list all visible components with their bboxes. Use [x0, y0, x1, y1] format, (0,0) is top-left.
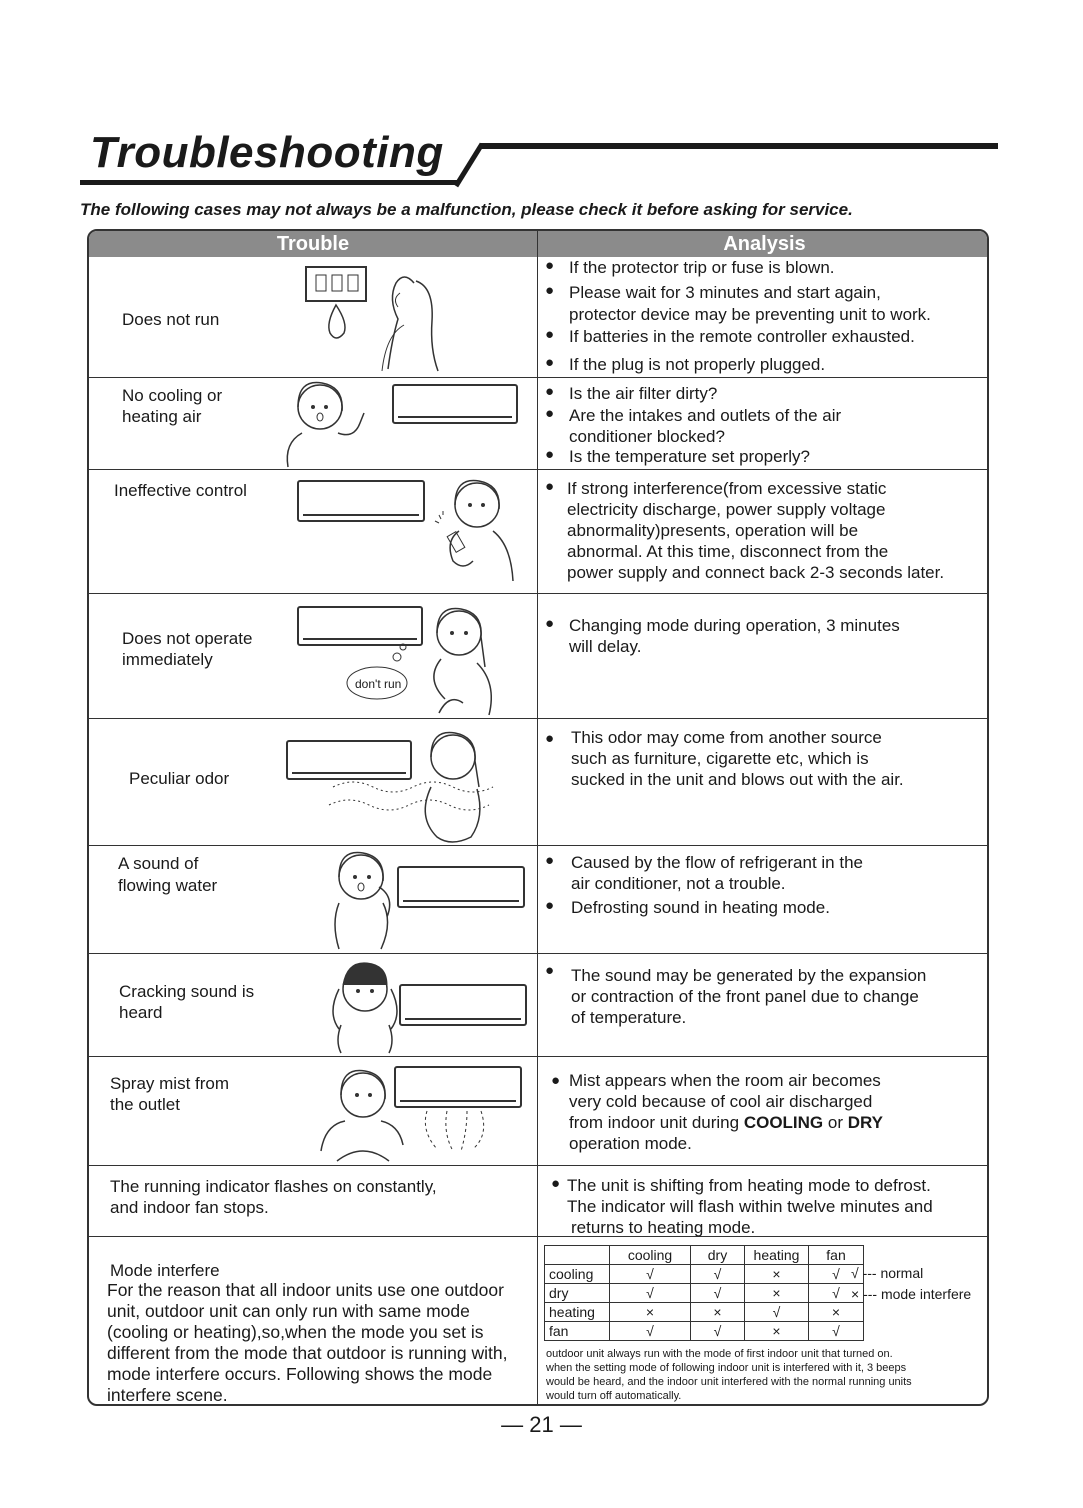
- table-cell: [545, 1246, 610, 1265]
- troubleshooting-table: [87, 229, 989, 1406]
- table-cell: √: [745, 1303, 809, 1322]
- table-cell: dry: [691, 1246, 745, 1265]
- trouble-label: No cooling or: [122, 386, 223, 405]
- table-cell: √: [809, 1265, 864, 1284]
- air-conditioner-icon: [394, 1066, 522, 1108]
- bullet-icon: ●: [545, 962, 555, 979]
- trouble-label: Spray mist from: [110, 1074, 230, 1093]
- table-row: [545, 1303, 864, 1322]
- person-with-remote-illustration: [429, 475, 519, 585]
- table-cell: ×: [745, 1284, 809, 1303]
- table-cell: heating: [745, 1246, 809, 1265]
- analysis-line: abnormal. At this time, disconnect from the: [567, 542, 889, 561]
- legend-normal: √ --- normal: [851, 1265, 924, 1281]
- analysis-line: operation mode.: [569, 1134, 692, 1153]
- trouble-label: the outlet: [110, 1095, 180, 1114]
- air-conditioner-icon: [297, 606, 423, 646]
- analysis-line: such as furniture, cigarette etc, which is: [571, 749, 869, 768]
- table-cell: √: [809, 1322, 864, 1341]
- table-cell: heating: [545, 1303, 610, 1322]
- trouble-label: and indoor fan stops.: [110, 1198, 269, 1217]
- bullet-icon: ●: [545, 282, 555, 299]
- bullet-icon: ●: [545, 446, 555, 463]
- analysis-line: protector device may be preventing unit to work.: [569, 305, 931, 324]
- table-cell: cooling: [610, 1246, 691, 1265]
- trouble-label: immediately: [122, 650, 213, 669]
- person-listening-illustration: [329, 847, 399, 951]
- column-divider: [537, 231, 538, 1404]
- analysis-line: abnormality)presents, operation will be: [567, 521, 859, 540]
- bullet-icon: ●: [545, 257, 555, 274]
- air-conditioner-icon: [297, 480, 425, 522]
- analysis-line: sucked in the unit and blows out with the air.: [571, 770, 904, 789]
- row-divider: [89, 1165, 987, 1166]
- bullet-icon: ●: [545, 354, 555, 371]
- air-conditioner-icon: [399, 984, 527, 1026]
- trouble-label: Does not operate: [122, 629, 253, 648]
- bullet-icon: ●: [545, 326, 555, 343]
- row-divider: [89, 469, 987, 470]
- analysis-line: The indicator will flash within twelve minutes and: [567, 1197, 933, 1216]
- analysis-line: Please wait for 3 minutes and start again,: [569, 283, 881, 302]
- analysis-line: Are the intakes and outlets of the air: [569, 406, 842, 425]
- analysis-line: air conditioner, not a trouble.: [571, 874, 786, 893]
- air-conditioner-icon: [392, 384, 518, 424]
- analysis-line: will delay.: [569, 637, 642, 656]
- analysis-line: conditioner blocked?: [569, 427, 725, 446]
- table-cell: ×: [610, 1303, 691, 1322]
- analysis-line: Is the air filter dirty?: [569, 384, 718, 403]
- thought-bubble-icon: [345, 641, 415, 701]
- trouble-label: mode interfere occurs. Following shows the mode: [107, 1364, 493, 1384]
- analysis-line: electricity discharge, power supply voltage: [567, 500, 886, 519]
- header-analysis: Analysis: [538, 231, 989, 257]
- table-cell: √: [809, 1284, 864, 1303]
- breaker-person-illustration: [304, 263, 444, 375]
- mode-note-line: would be heard, and the indoor unit interfered with the normal running units: [546, 1376, 912, 1388]
- table-cell: ×: [691, 1303, 745, 1322]
- title-rule: [480, 143, 998, 149]
- person-illustration: [282, 377, 372, 469]
- table-cell: dry: [545, 1284, 610, 1303]
- bullet-icon: ●: [545, 615, 555, 632]
- analysis-line: Mist appears when the room air becomes: [569, 1071, 881, 1090]
- table-cell: fan: [809, 1246, 864, 1265]
- analysis-line: Changing mode during operation, 3 minutes: [569, 616, 900, 635]
- bullet-icon: ●: [545, 405, 555, 422]
- table-cell: √: [691, 1322, 745, 1341]
- analysis-line: This odor may come from another source: [571, 728, 882, 747]
- table-row: [545, 1322, 864, 1341]
- table-cell: √: [691, 1284, 745, 1303]
- thought-bubble-text: don't run: [355, 677, 402, 691]
- analysis-line: or contraction of the front panel due to change: [571, 987, 919, 1006]
- row-divider: [89, 718, 987, 719]
- table-cell: √: [610, 1322, 691, 1341]
- row-divider: [89, 845, 987, 846]
- bullet-icon: ●: [545, 478, 555, 495]
- analysis-line: If batteries in the remote controller exhausted.: [569, 327, 915, 346]
- analysis-line: The unit is shifting from heating mode to defrost.: [567, 1176, 931, 1195]
- bullet-icon: ●: [545, 730, 555, 747]
- mode-note-line: outdoor unit always run with the mode of first indoor unit that turned on.: [546, 1348, 893, 1360]
- analysis-line: returns to heating mode.: [571, 1218, 756, 1237]
- analysis-line: If the protector trip or fuse is blown.: [569, 258, 835, 277]
- bullet-icon: ●: [545, 383, 555, 400]
- person-smelling-odor-illustration: [325, 725, 495, 845]
- person-illustration: [419, 603, 499, 718]
- legend-interfere: × --- mode interfere: [851, 1286, 972, 1302]
- mode-dry-label: DRY: [847, 1113, 883, 1132]
- mode-interfere-table: [544, 1245, 864, 1341]
- analysis-line: Is the temperature set properly?: [569, 447, 810, 466]
- table-cell: √: [610, 1265, 691, 1284]
- bullet-icon: ●: [545, 897, 555, 914]
- page-title: Troubleshooting: [90, 128, 444, 177]
- trouble-label: Does not run: [122, 310, 220, 329]
- table-cell: ×: [745, 1322, 809, 1341]
- trouble-label: Peculiar odor: [129, 769, 230, 788]
- analysis-line: If the plug is not properly plugged.: [569, 355, 826, 374]
- trouble-label: (cooling or heating),so,when the mode you set is: [107, 1322, 484, 1342]
- page-subtitle: The following cases may not always be a malfunction, please check it before asking for service.: [80, 200, 853, 219]
- analysis-line: from indoor unit during COOLING or DRY: [569, 1113, 883, 1132]
- table-cell: fan: [545, 1322, 610, 1341]
- analysis-line: power supply and connect back 2-3 seconds later.: [567, 563, 945, 582]
- person-covering-ears-illustration: [325, 959, 405, 1055]
- mode-note-line: when the setting mode of following indoor unit is interfered with it, 3 beeps: [546, 1362, 907, 1374]
- analysis-line: very cold because of cool air discharged: [569, 1092, 873, 1111]
- analysis-line: The sound may be generated by the expansion: [571, 966, 927, 985]
- row-divider: [89, 1056, 987, 1057]
- trouble-label: Cracking sound is: [119, 982, 255, 1001]
- trouble-label: interfere scene.: [107, 1385, 228, 1405]
- mode-cooling-label: COOLING: [743, 1113, 824, 1132]
- trouble-label: flowing water: [118, 876, 218, 895]
- row-divider: [89, 377, 987, 378]
- table-cell: √: [691, 1265, 745, 1284]
- mist-icon: [417, 1107, 497, 1157]
- table-cell: ×: [809, 1303, 864, 1322]
- analysis-line: Caused by the flow of refrigerant in the: [571, 853, 863, 872]
- header-trouble: Trouble: [89, 231, 537, 257]
- trouble-label: Ineffective control: [114, 481, 247, 500]
- analysis-line: Defrosting sound in heating mode.: [571, 898, 830, 917]
- trouble-label: heard: [119, 1003, 163, 1022]
- trouble-label: The running indicator flashes on constantly,: [110, 1177, 437, 1196]
- row-divider: [89, 953, 987, 954]
- row-divider: [89, 593, 987, 594]
- trouble-label: For the reason that all indoor units use one outdoor: [107, 1280, 504, 1300]
- analysis-line: of temperature.: [571, 1008, 687, 1027]
- table-cell: cooling: [545, 1265, 610, 1284]
- trouble-label: heating air: [122, 407, 202, 426]
- title-underline: [80, 180, 458, 185]
- table-row: [545, 1265, 864, 1284]
- table-cell: ×: [745, 1265, 809, 1284]
- trouble-label: Mode interfere: [110, 1261, 220, 1280]
- analysis-line: If strong interference(from excessive static: [567, 479, 887, 498]
- trouble-label: unit, outdoor unit can only run with same mode: [107, 1301, 470, 1321]
- row-divider: [89, 1236, 987, 1237]
- mode-note-line: would turn off automatically.: [546, 1390, 682, 1402]
- bullet-icon: ●: [551, 1175, 561, 1192]
- page-number: — 21 —: [501, 1412, 582, 1437]
- table-header-row: [545, 1246, 864, 1265]
- air-conditioner-icon: [397, 866, 525, 908]
- bullet-icon: ●: [545, 852, 555, 869]
- table-row: [545, 1284, 864, 1303]
- trouble-label: different from the mode that outdoor is running with,: [107, 1343, 508, 1363]
- trouble-label: A sound of: [118, 854, 199, 873]
- table-cell: √: [610, 1284, 691, 1303]
- bullet-icon: ●: [551, 1072, 561, 1089]
